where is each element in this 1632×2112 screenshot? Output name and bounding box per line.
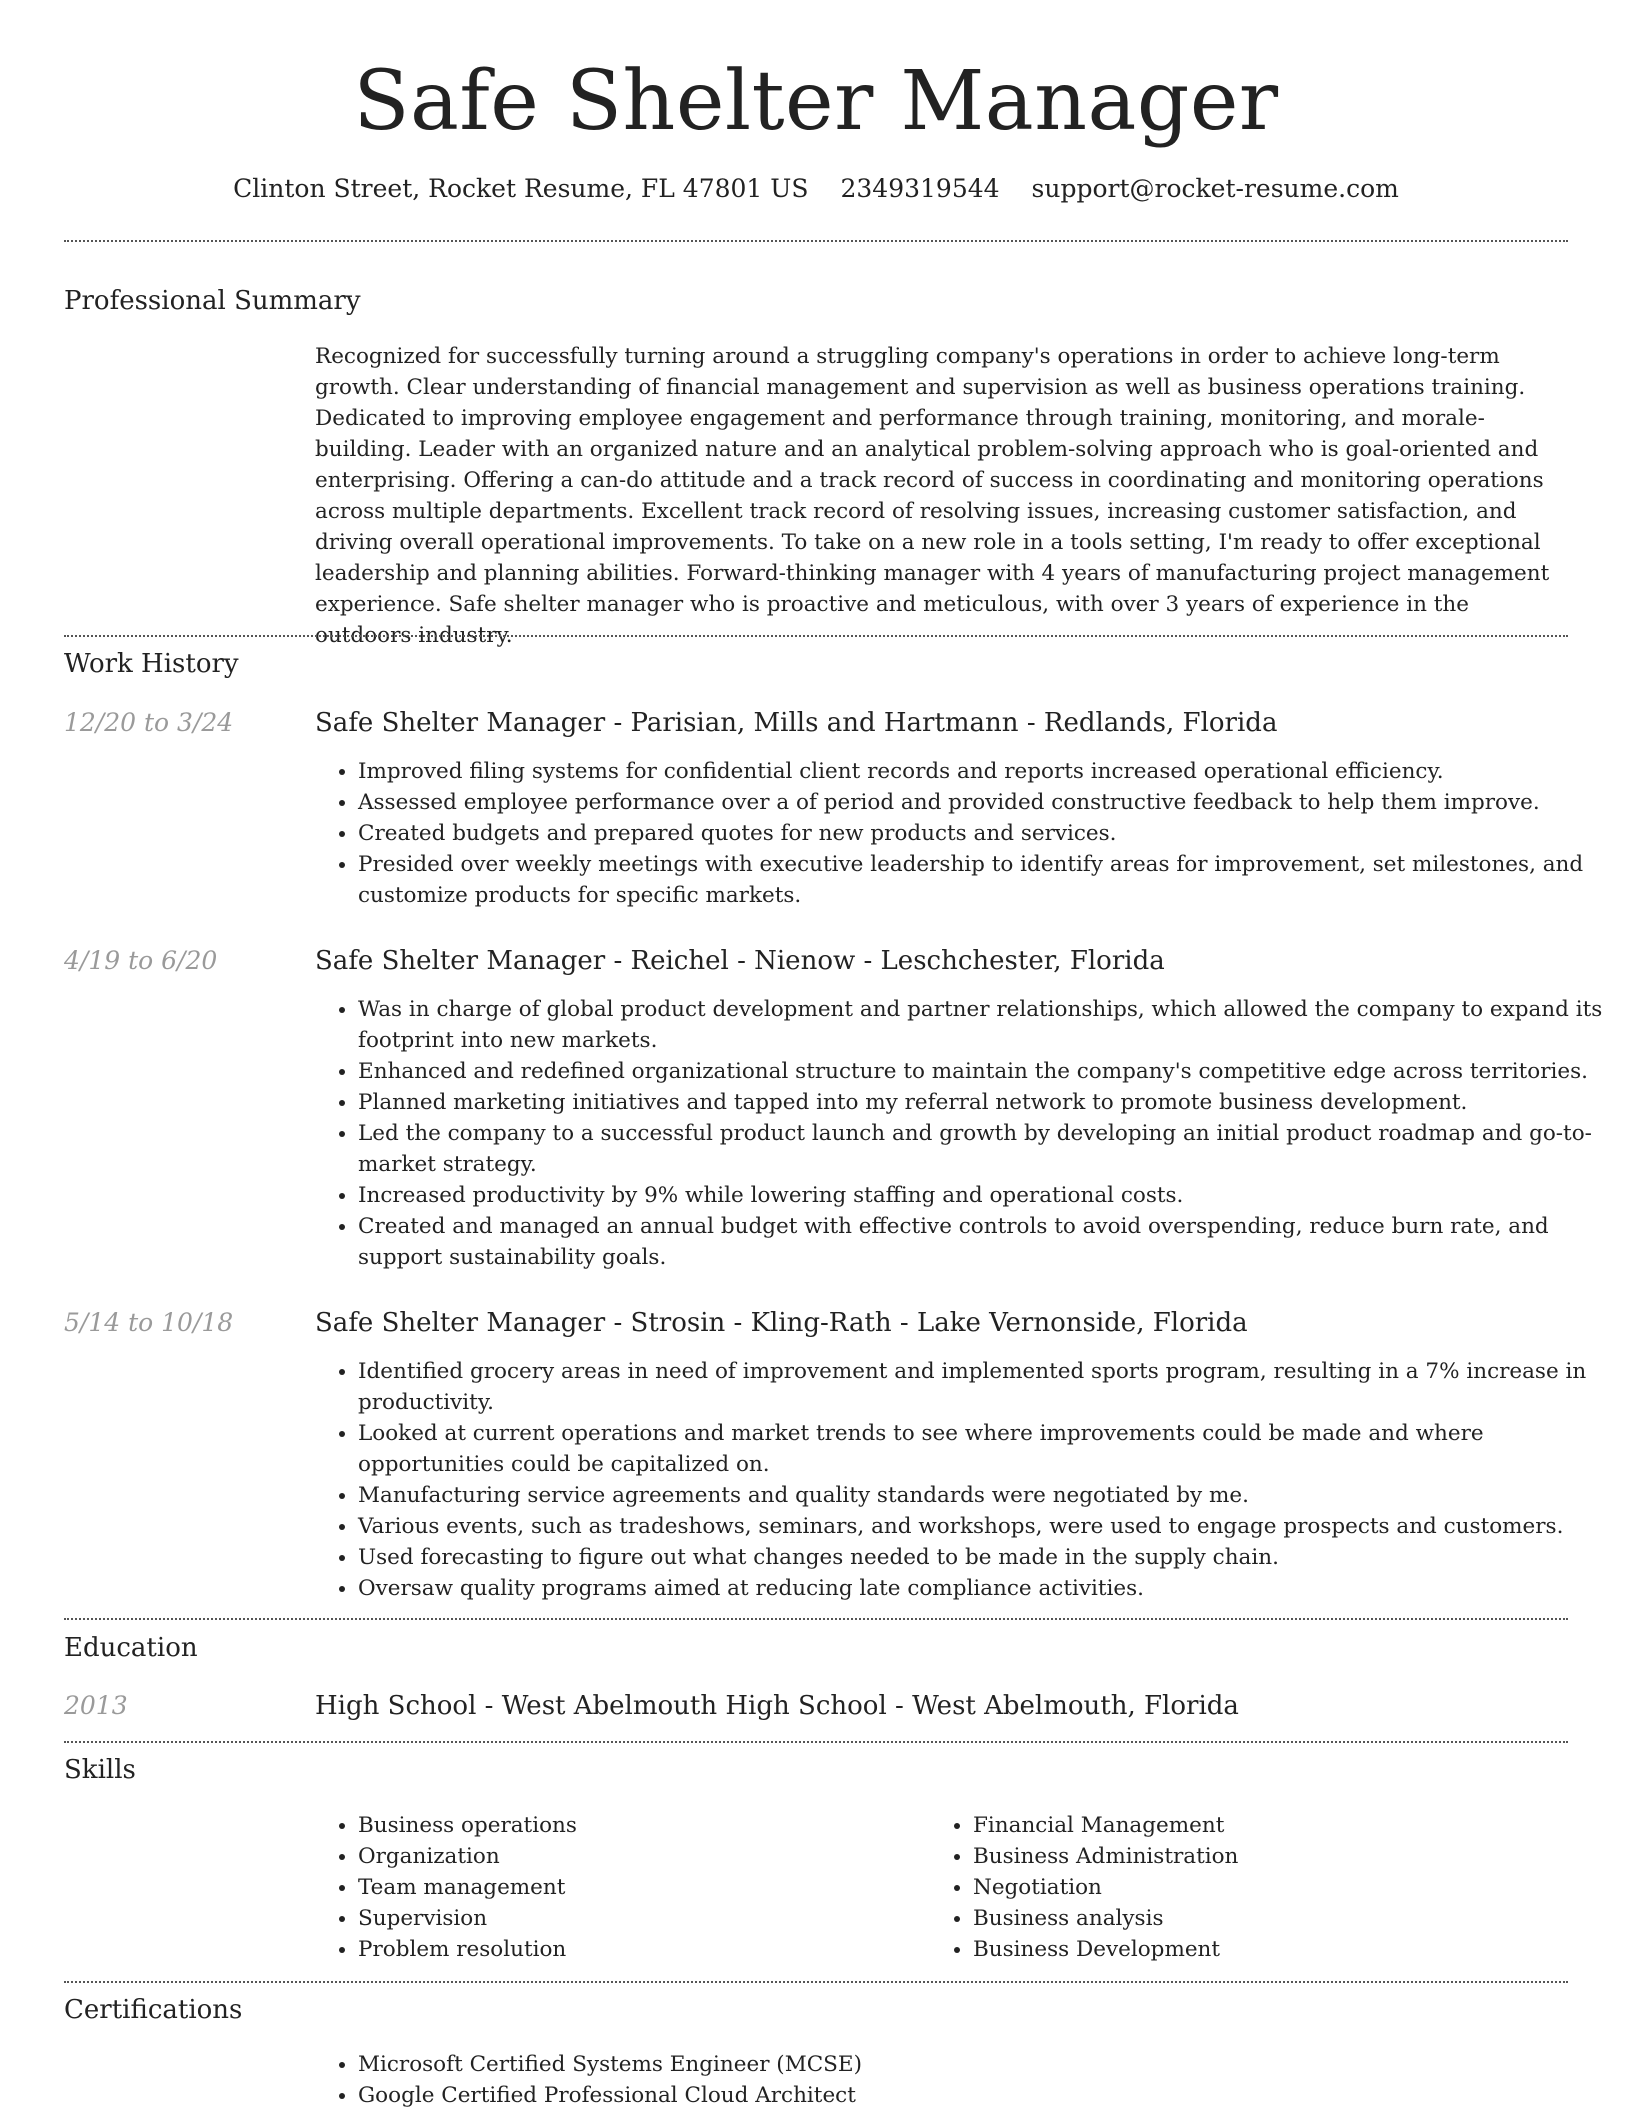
job-dates: 5/14 to 10/18	[64, 1308, 234, 1337]
section-title-summary: Professional Summary	[64, 286, 361, 316]
job-bullet: • Presided over weekly meetings with executive leadership to identify areas for improvement, set milestones, and customize products for specific markets.	[358, 849, 1611, 911]
skill-item: • Team management	[358, 1872, 958, 1903]
job-dates: 4/19 to 6/20	[64, 946, 218, 975]
job-bullet: • Enhanced and redefined organizational structure to maintain the company's competitive edge across territories.	[358, 1056, 1611, 1087]
skill-item: • Supervision	[358, 1903, 958, 1934]
job-bullet: • Created budgets and prepared quotes for new products and services.	[358, 818, 1611, 849]
job-heading: Safe Shelter Manager - Strosin - Kling-Rath - Lake Vernonside, Florida	[315, 1308, 1248, 1338]
section-title-education: Education	[64, 1633, 198, 1663]
job-bullet: • Led the company to a successful product launch and growth by developing an initial product roadmap and go-to-market strategy.	[358, 1118, 1611, 1180]
job-bullet: • Increased productivity by 9% while lowering staffing and operational costs.	[358, 1180, 1611, 1211]
certification-item: • Microsoft Certified Systems Engineer (MCSE)	[358, 2049, 1611, 2080]
skill-item: • Negotiation	[973, 1872, 1573, 1903]
job-bullets	[315, 994, 1611, 1273]
job-bullet: • Used forecasting to figure out what changes needed to be made in the supply chain.	[358, 1542, 1611, 1573]
skills-list-right	[930, 1810, 1573, 1965]
job-bullet: • Improved filing systems for confidential client records and reports increased operational efficiency.	[358, 756, 1611, 787]
job-bullet: • Was in charge of global product development and partner relationships, which allowed the company to expand its footprint into new markets.	[358, 994, 1611, 1056]
education-year: 2013	[64, 1691, 128, 1720]
job-bullets	[315, 756, 1611, 911]
job-bullet: • Created and managed an annual budget with effective controls to avoid overspending, reduce burn rate, and support sustainability goals.	[358, 1211, 1611, 1273]
job-bullet: • Identified grocery areas in need of improvement and implemented sports program, resulting in a 7% increase in productivity.	[358, 1356, 1611, 1418]
section-title-certifications: Certifications	[64, 1995, 243, 2025]
section-divider	[64, 240, 1568, 242]
section-divider	[64, 1981, 1568, 1983]
job-heading: Safe Shelter Manager - Parisian, Mills and Hartmann - Redlands, Florida	[315, 708, 1278, 738]
job-bullets	[315, 1356, 1611, 1604]
job-bullet: • Assessed employee performance over a of period and provided constructive feedback to help them improve.	[358, 787, 1611, 818]
job-dates: 12/20 to 3/24	[64, 708, 234, 737]
skill-item: • Organization	[358, 1841, 958, 1872]
summary-text: Recognized for successfully turning around a struggling company's operations in order to achieve long-term growth. Clear understanding of financial management and supervision as well as business operations training. Dedicated to improving employee engagement and performance through training, monitoring, and morale-building. Leader with an organized nature and an analytical problem-solving approach who is goal-oriented and enterprising. Offering a can-do attitude and a track record of success in coordinating and monitoring operations across multiple departments. Excellent track record of resolving issues, increasing customer satisfaction, and driving overall operational improvements. To take on a new role in a tools setting, I'm ready to offer exceptional leadership and planning abilities. Forward-thinking manager with 4 years of manufacturing project management experience. Safe shelter manager who is proactive and meticulous, with over 3 years of experience in the outdoors industry.	[315, 344, 1550, 648]
job-bullet: • Planned marketing initiatives and tapped into my referral network to promote business development.	[358, 1087, 1611, 1118]
job-bullet: • Various events, such as tradeshows, seminars, and workshops, were used to engage prospects and customers.	[358, 1511, 1611, 1542]
job-bullet: • Manufacturing service agreements and quality standards were negotiated by me.	[358, 1480, 1611, 1511]
job-bullet: • Oversaw quality programs aimed at reducing late compliance activities.	[358, 1573, 1611, 1604]
contact-phone: 2349319544	[840, 174, 1000, 203]
contact-line	[0, 172, 1632, 206]
section-divider	[64, 635, 1568, 637]
section-title-skills: Skills	[64, 1755, 136, 1785]
certification-item: • Google Certified Professional Cloud Architect	[358, 2080, 1611, 2111]
contact-email: support@rocket-resume.com	[1031, 174, 1399, 203]
section-title-work: Work History	[64, 649, 239, 679]
job-bullet: • Looked at current operations and market trends to see where improvements could be made and where opportunities could be capitalized on.	[358, 1418, 1611, 1480]
section-divider	[64, 1618, 1568, 1620]
contact-address: Clinton Street, Rocket Resume, FL 47801 US	[233, 174, 809, 203]
section-divider	[64, 1741, 1568, 1743]
skill-item: • Business Administration	[973, 1841, 1573, 1872]
skill-item: • Business Development	[973, 1934, 1573, 1965]
skill-item: • Financial Management	[973, 1810, 1573, 1841]
resume-name: Safe Shelter Manager	[353, 54, 1279, 149]
education-heading: High School - West Abelmouth High School - West Abelmouth, Florida	[315, 1691, 1239, 1721]
skill-item: • Business operations	[358, 1810, 958, 1841]
job-heading: Safe Shelter Manager - Reichel - Nienow - Leschchester, Florida	[315, 946, 1165, 976]
certifications-list	[315, 2049, 1611, 2111]
skills-list-left	[315, 1810, 958, 1965]
skill-item: • Problem resolution	[358, 1934, 958, 1965]
skill-item: • Business analysis	[973, 1903, 1573, 1934]
